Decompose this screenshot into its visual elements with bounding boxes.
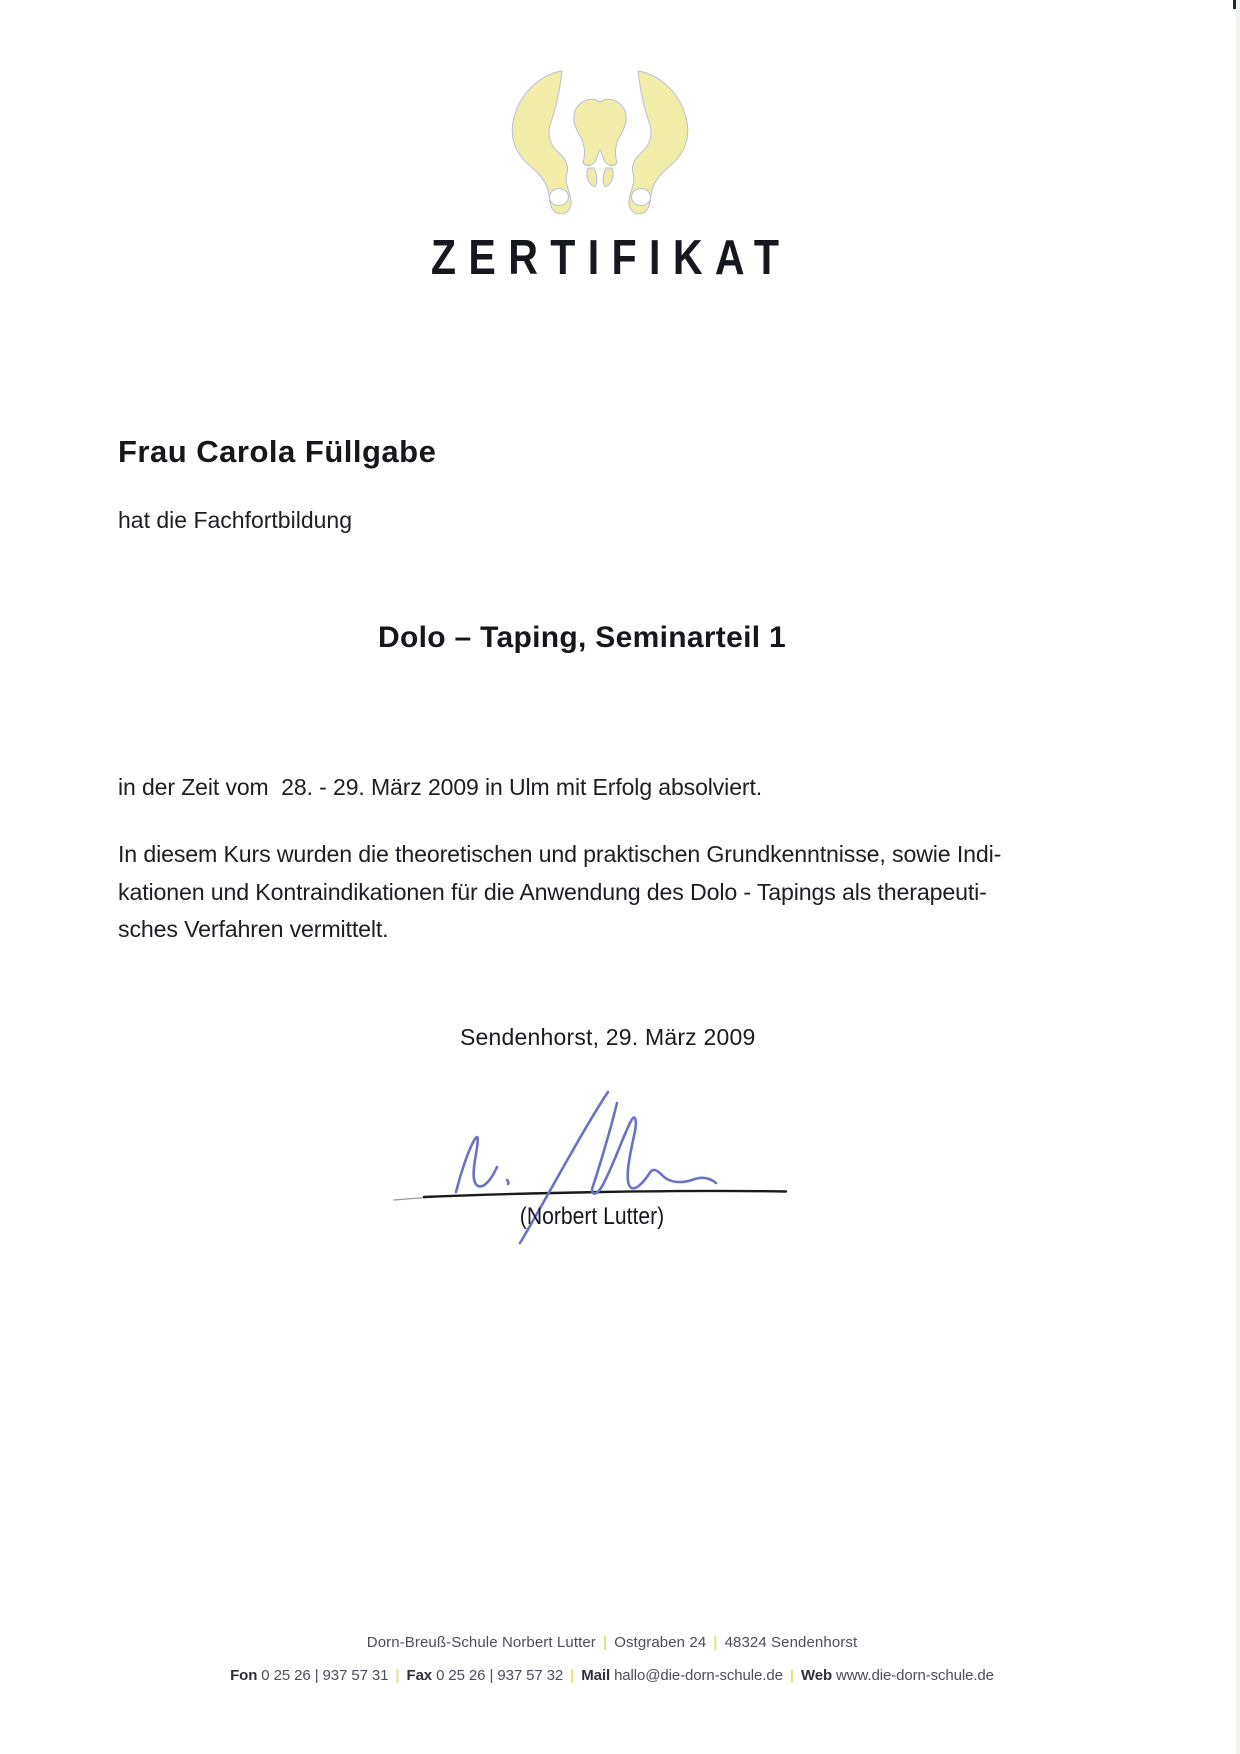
footer-separator: |	[602, 1634, 608, 1651]
footer	[0, 1634, 1224, 1684]
description-line: kationen und Kontraindikationen für die Anwendung des Dolo - Tapings als therapeuti-	[118, 878, 987, 905]
footer-web-value: www.die-dorn-schule.de	[836, 1667, 994, 1684]
footer-web-label: Web	[800, 1667, 833, 1684]
footer-fon-label: Fon	[230, 1667, 258, 1684]
recipient-name: Frau Carola Füllgabe	[118, 434, 437, 469]
footer-separator: |	[713, 1634, 718, 1651]
footer-separator: |	[789, 1667, 794, 1684]
description-line: In diesem Kurs wurden die theoretischen und praktischen Grundkenntnisse, sowie Indi-	[118, 841, 1002, 867]
footer-street: Ostgraben 24	[614, 1634, 707, 1651]
description-line: sches Verfahren vermittelt.	[118, 916, 389, 942]
recipient-intro-text: hat die Fachfortbildung	[118, 507, 352, 533]
pelvis-logo-svg	[500, 66, 700, 216]
signer-name: (Norbert Lutter)	[519, 1203, 665, 1230]
footer-city: 48324 Sendenhorst	[724, 1634, 858, 1651]
pelvis-logo-icon	[500, 66, 700, 216]
certificate-title: ZERTIFIKAT	[430, 231, 792, 285]
footer-fon-value: 0 25 26 | 937 57 31	[261, 1667, 389, 1684]
completion-statement: in der Zeit vom 28. - 29. März 2009 in Ulm mit Erfolg absolviert.	[118, 774, 763, 800]
scan-edge-shadow	[1236, 0, 1240, 1754]
footer-mail-label: Mail	[581, 1667, 611, 1684]
course-description	[118, 836, 1001, 949]
footer-separator: |	[570, 1667, 575, 1684]
footer-fax-value: 0 25 26 | 937 57 32	[436, 1667, 564, 1684]
footer-separator: |	[395, 1667, 400, 1684]
footer-contact-line	[0, 1667, 1224, 1684]
footer-address-line	[0, 1634, 1224, 1651]
footer-school-name: Dorn-Breuß-Schule Norbert Lutter	[366, 1634, 596, 1651]
footer-fax-label: Fax	[406, 1667, 433, 1684]
footer-mail-value: hallo@die-dorn-schule.de	[614, 1667, 783, 1684]
course-title: Dolo – Taping, Seminarteil 1	[378, 621, 786, 654]
place-and-date: Sendenhorst, 29. März 2009	[460, 1024, 756, 1050]
